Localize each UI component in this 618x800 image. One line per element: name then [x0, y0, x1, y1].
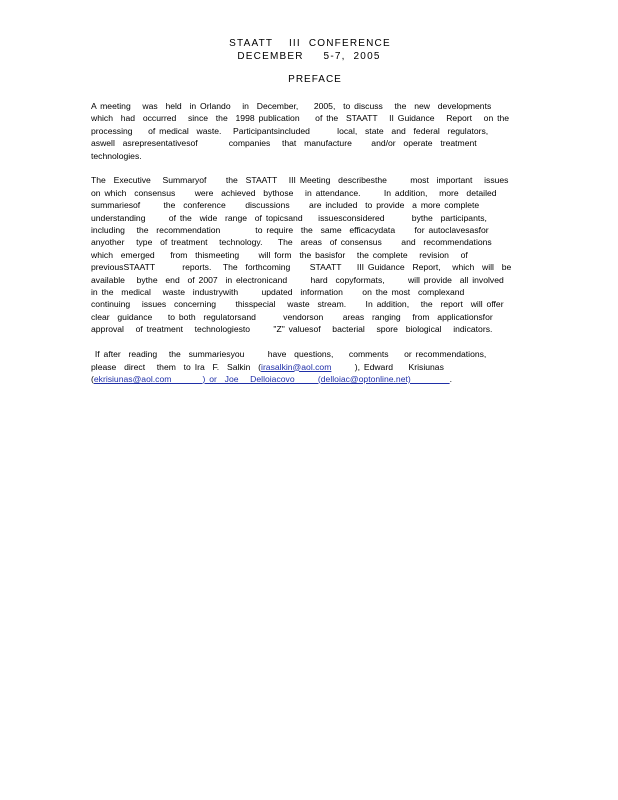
contact-text: ), Edward Krisiunas [331, 361, 444, 372]
preface-body [91, 100, 521, 385]
contact-text-linked[interactable]: ) or Joe Delloiacovo ( [202, 373, 321, 384]
conference-title: STAATT III CONFERENCE [229, 38, 391, 49]
conference-dates: DECEMBER 5-7, 2005 [237, 51, 381, 62]
text-line [91, 373, 521, 385]
text-line: processing of medical waste. Participantsincluded local, state and federal regulators, [91, 125, 489, 136]
text-line: including the recommendation to require the same efficacydata for autoclavesasfor [91, 225, 489, 236]
paragraph-2 [91, 174, 521, 335]
text-line: approval of treatment technologiesto "Z" valuesof bacterial spore biological indicators. [91, 324, 493, 335]
text-line: technologies. [91, 150, 142, 161]
contact-text: . [449, 373, 452, 384]
email-link-delloiacovo[interactable]: delloiac@optonline.net) [320, 373, 450, 384]
text-line: continuing issues concerning thisspecial waste stream. In addition, the report will offer [91, 299, 504, 310]
email-link-krisiunas[interactable]: ekrisiunas@aol.com [93, 373, 203, 384]
text-line: A meeting was held in Orlando in December, 2005, to discuss the new developments [91, 101, 492, 111]
paragraph-1 [91, 100, 521, 162]
text-line: previousSTAATT reports. The forthcoming STAATT III Guidance Report, which will be [91, 262, 512, 273]
text-line: The Executive Summaryof the STAATT III Meeting describesthe most important issues [91, 175, 509, 186]
preface-heading: PREFACE [288, 74, 342, 85]
text-line: which had occurred since the 1998 publication of the STAATT II Guidance Report on the [91, 113, 510, 124]
text-line: in the medical waste industrywith updated information on the most complexand [91, 287, 465, 298]
text-line: If after reading the summariesyou have questions, comments or recommendations, [91, 349, 487, 360]
text-line: aswell asrepresentativesof companies that manufacture and/or operate treatment [91, 138, 477, 149]
text-line: available bythe end of 2007 in electronicand hard copyformats, will provide all involved [91, 274, 504, 285]
text-line: clear guidance to both regulatorsand vendorson areas ranging from applicationsfor [91, 311, 493, 322]
text-line: on which consensus were achieved bythose in attendance. In addition, more detailed [91, 187, 497, 198]
email-link-salkin[interactable]: irasalkin@aol.com [261, 361, 332, 372]
conference-header [0, 37, 618, 63]
text-line: which emerged from thismeeting will form the basisfor the complete revision of [91, 249, 468, 260]
text-line: understanding of the wide range of topicsand issuesconsidered bythe participants, [91, 212, 487, 223]
text-line [91, 361, 521, 373]
text-line: anyother type of treatment technology. The areas of consensus and recommendations [91, 237, 492, 248]
paragraph-3 [91, 348, 521, 385]
contact-text: please direct them to Ira F. Salkin ( [91, 361, 262, 372]
text-line: summariesof the conference discussions are included to provide a more complete [91, 200, 480, 211]
contact-text: ( [91, 373, 94, 384]
